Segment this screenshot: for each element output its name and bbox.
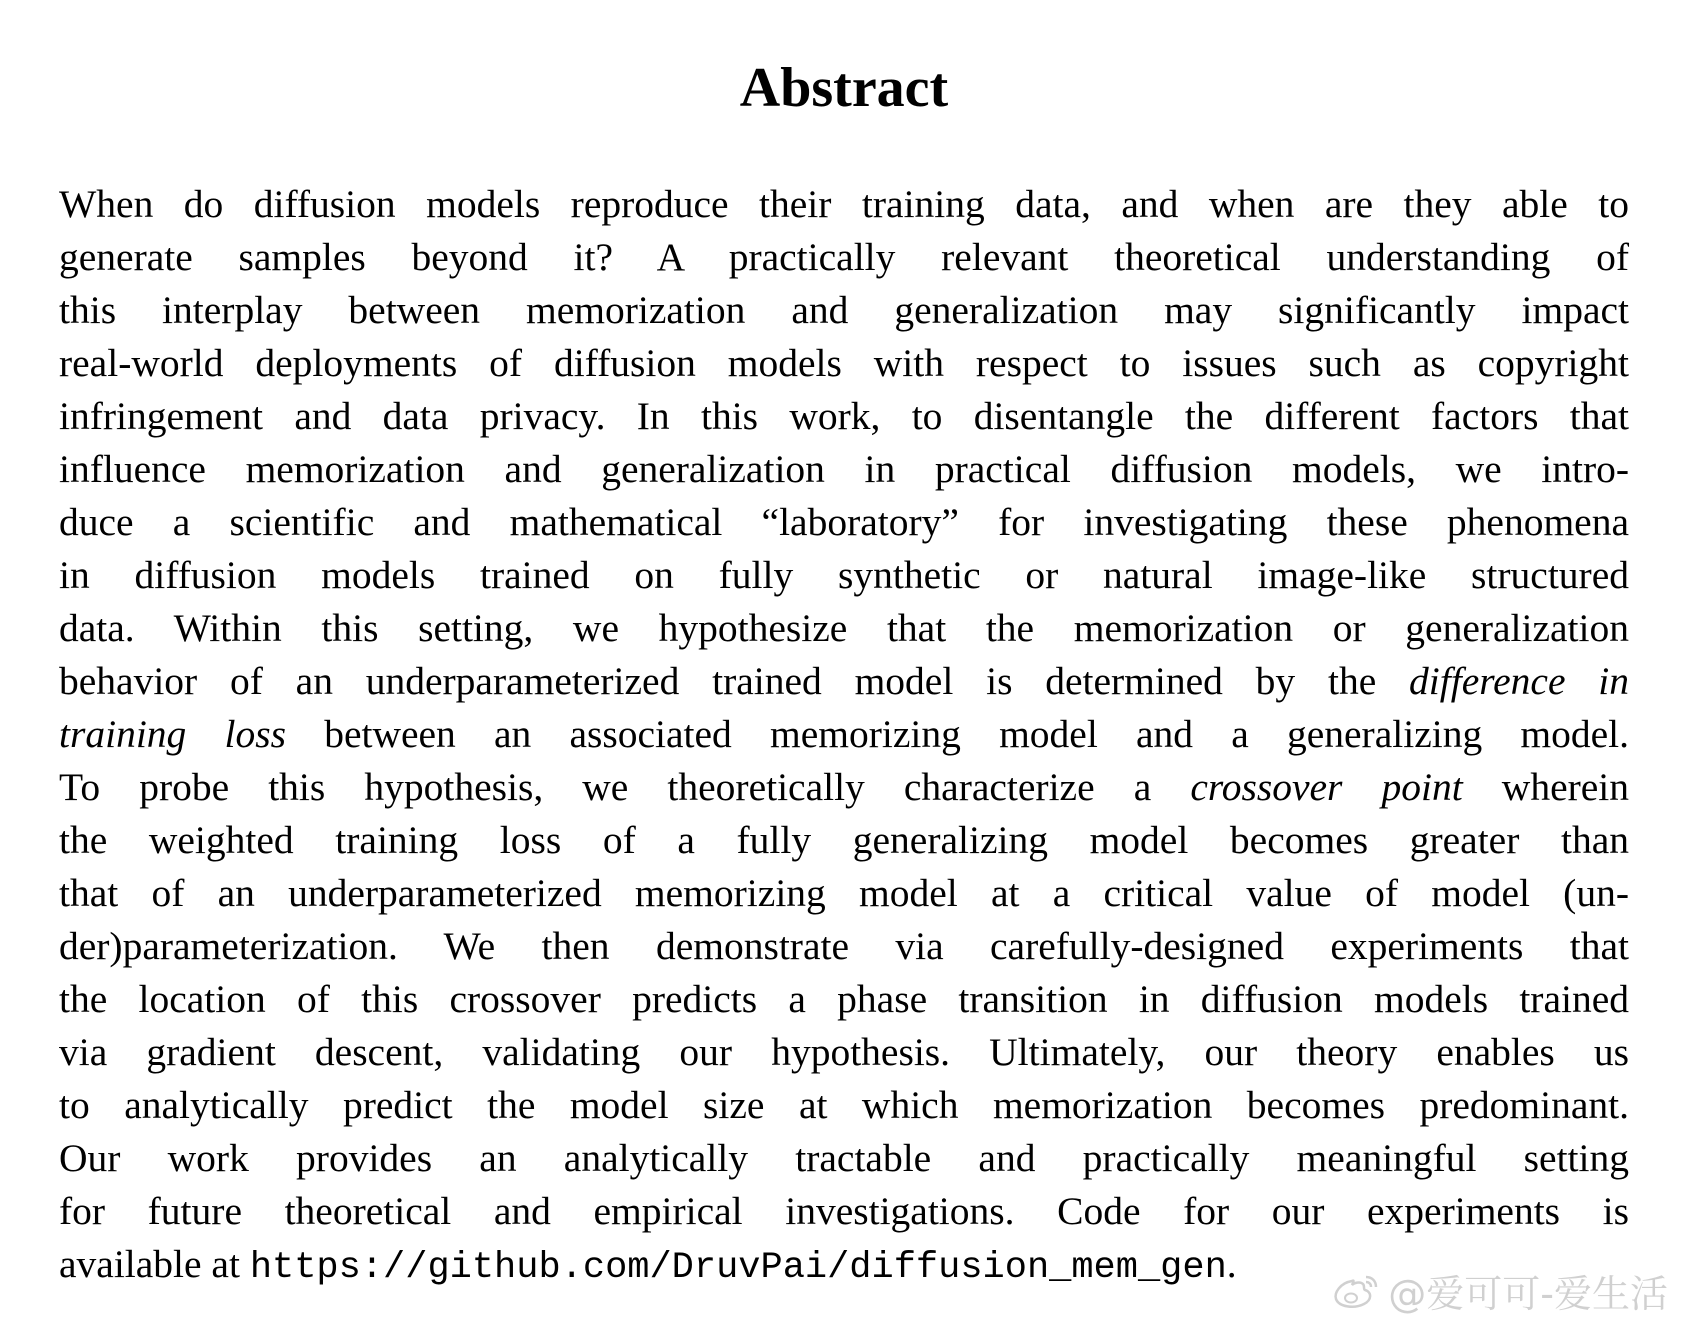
emphasis-crossover-point: crossover point (1190, 765, 1463, 809)
abstract-line: der)parameterization. We then demonstrate via carefully-designed experiments that (59, 924, 1629, 968)
abstract-line: for future theoretical and empirical investigations. Code for our experiments is (59, 1189, 1629, 1233)
abstract-line (59, 708, 1629, 761)
line-text: wherein (1462, 765, 1630, 809)
abstract-line: the location of this crossover predicts a phase transition in diffusion models trained (59, 977, 1629, 1021)
line-text: To probe this hypothesis, we theoretically characterize a (59, 765, 1191, 809)
abstract-line: infringement and data privacy. In this work, to disentangle the different factors that (59, 394, 1629, 438)
abstract-line: this interplay between memorization and generalization may significantly impact (59, 288, 1629, 332)
abstract-line: influence memorization and generalization in practical diffusion models, we intro- (59, 447, 1629, 491)
abstract-line: real-world deployments of diffusion models with respect to issues such as copyright (59, 341, 1629, 385)
emphasis-difference-in-training-loss: difference in (1409, 659, 1629, 703)
watermark-text: @爱可可-爱生活 (1388, 1272, 1668, 1316)
abstract-line: to analytically predict the model size at which memorization becomes predominant. (59, 1083, 1629, 1127)
line-text: behavior of an underparameterized trained model is determined by the (59, 659, 1410, 703)
abstract-body (59, 178, 1629, 1291)
code-repository-url[interactable]: https://github.com/DruvPai/diffusion_mem_gen (249, 1247, 1227, 1289)
abstract-line (59, 761, 1629, 814)
abstract-line: the weighted training loss of a fully generalizing model becomes greater than (59, 818, 1629, 862)
line-text: available at (59, 1242, 250, 1286)
line-text: between an associated memorizing model and a generalizing model. (285, 712, 1630, 756)
abstract-line: generate samples beyond it? A practically relevant theoretical understanding of (59, 235, 1629, 279)
line-text: . (1226, 1242, 1237, 1286)
abstract-line: When do diffusion models reproduce their training data, and when are they able to (59, 182, 1629, 226)
abstract-line: duce a scientific and mathematical “laboratory” for investigating these phenomena (59, 500, 1629, 544)
emphasis-difference-in-training-loss: training loss (59, 712, 286, 756)
abstract-line: in diffusion models trained on fully synthetic or natural image-like structured (59, 553, 1629, 597)
abstract-line: data. Within this setting, we hypothesize that the memorization or generalization (59, 606, 1629, 650)
abstract-line: that of an underparameterized memorizing model at a critical value of model (un- (59, 871, 1629, 915)
abstract-line: via gradient descent, validating our hypothesis. Ultimately, our theory enables us (59, 1030, 1629, 1074)
watermark (1332, 1263, 1668, 1318)
abstract-line: Our work provides an analytically tractable and practically meaningful setting (59, 1136, 1629, 1180)
abstract-line (59, 655, 1629, 708)
abstract-heading: Abstract (739, 57, 949, 119)
weibo-icon (1332, 1271, 1380, 1311)
